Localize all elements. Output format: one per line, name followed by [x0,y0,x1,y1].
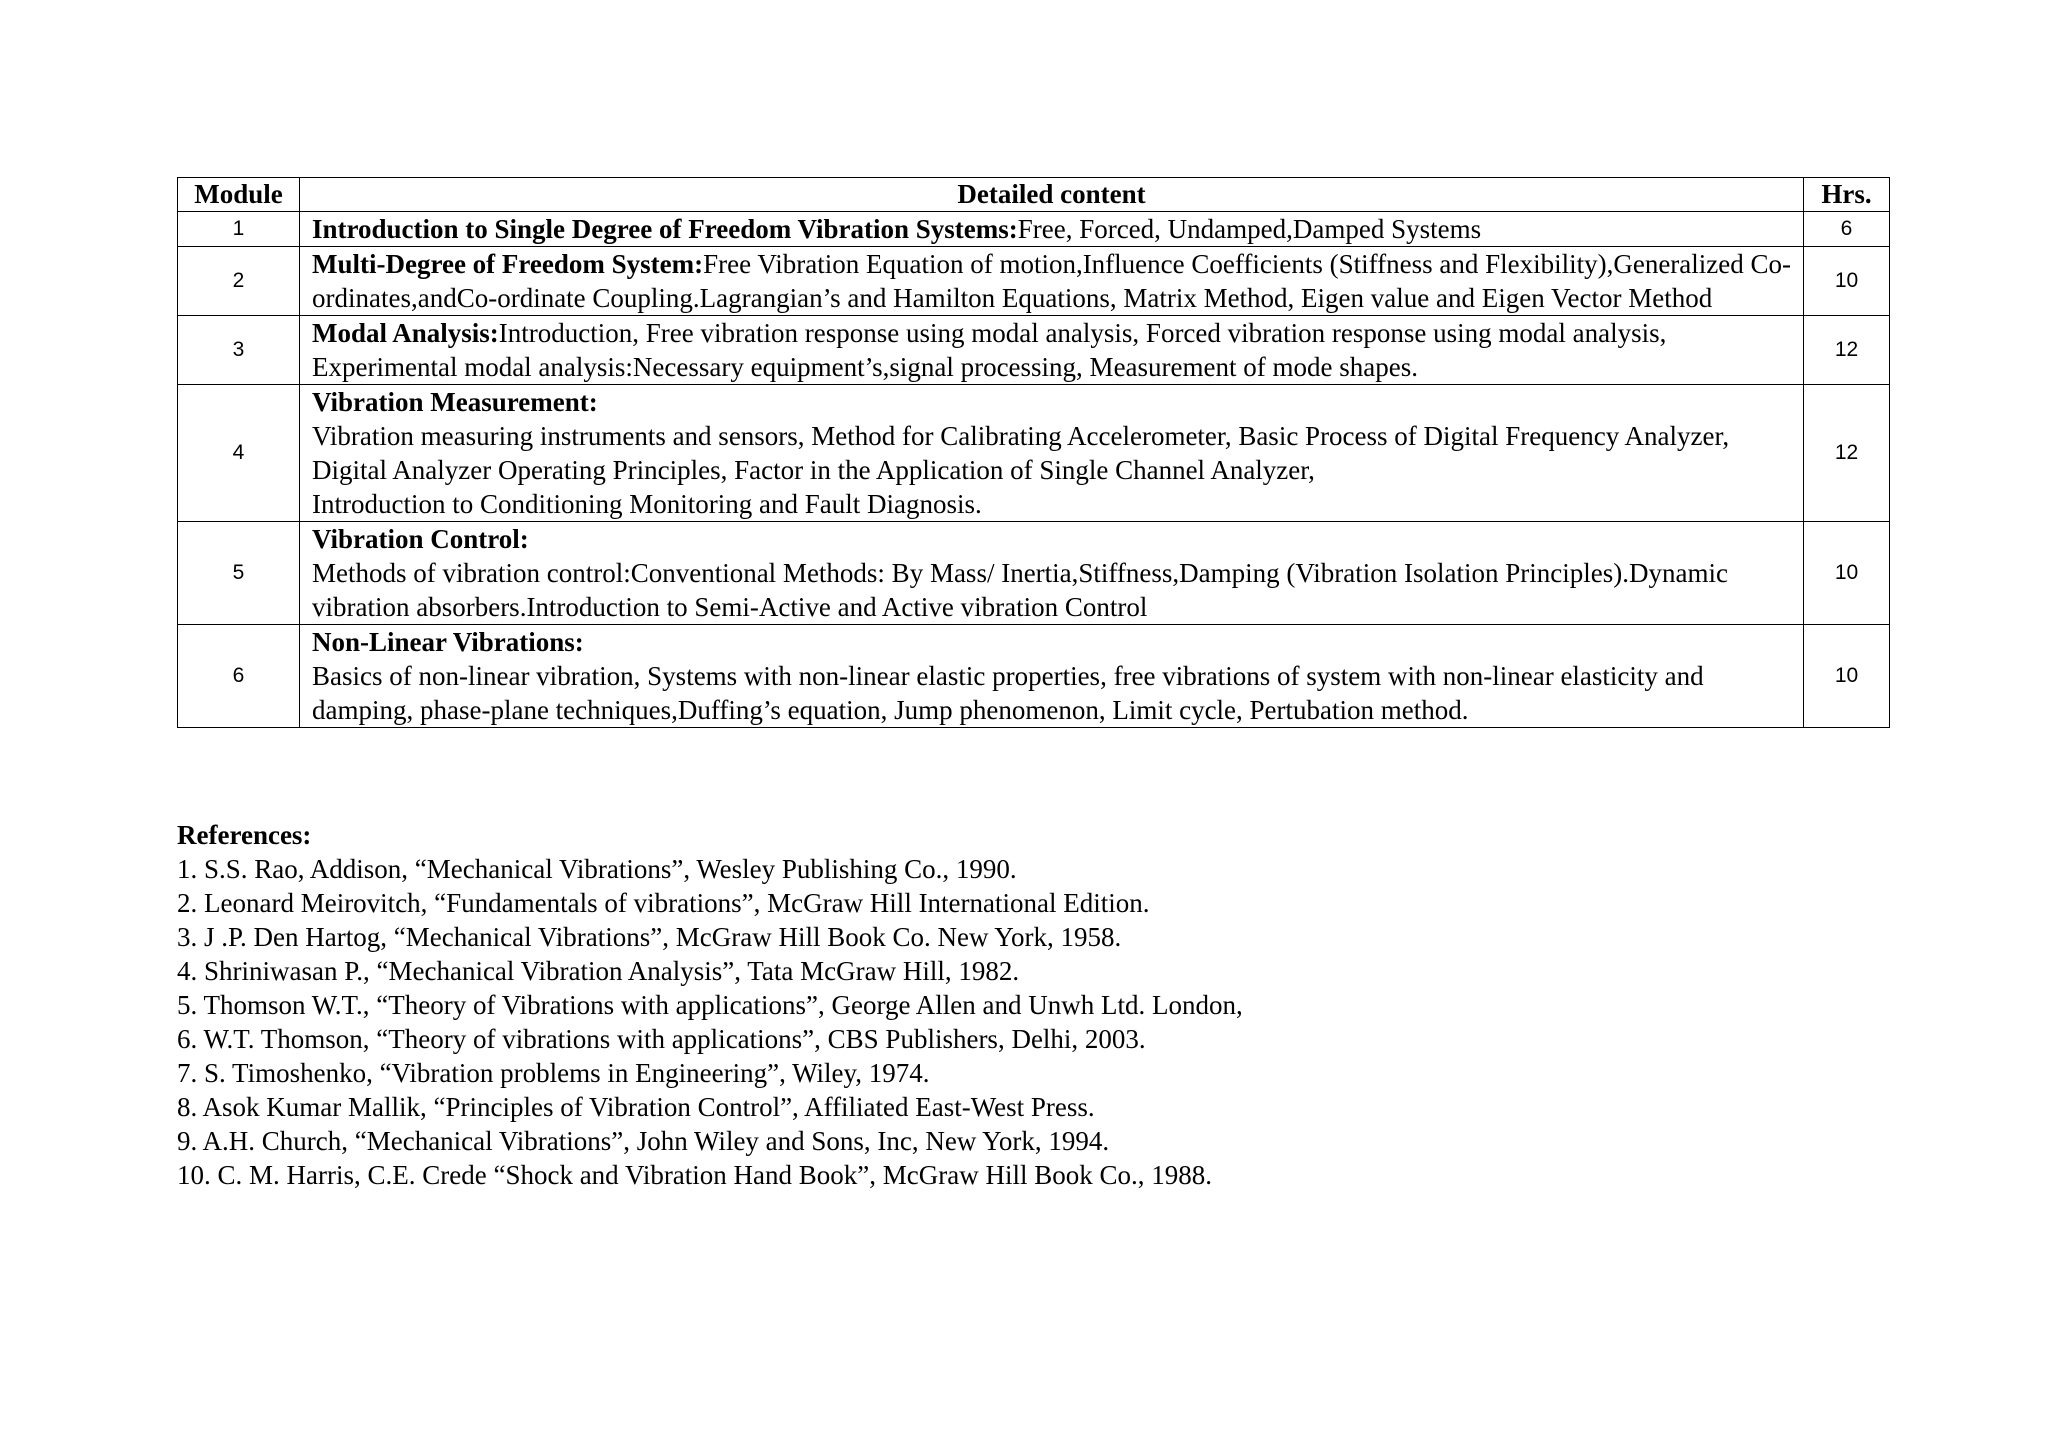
references-section [177,818,1877,1192]
reference-item: 3. J .P. Den Hartog, “Mechanical Vibrations”, McGraw Hill Book Co. New York, 1958. [177,922,1122,952]
module-hours: 12 [1804,385,1890,522]
module-content [300,385,1804,522]
module-description: Introduction, Free vibration response using modal analysis, Forced vibration response using modal analysis, Experimental modal analysis:Necessary equipment’s,signal processing, Measurement of mode shapes. [312,318,1667,382]
table-row [178,212,1890,247]
reference-item: 10. C. M. Harris, C.E. Crede “Shock and Vibration Hand Book”, McGraw Hill Book Co., 1988. [177,1160,1213,1190]
module-title: Non-Linear Vibrations: [312,627,584,657]
module-number: 3 [178,316,300,385]
module-content [300,212,1804,247]
module-title: Multi-Degree of Freedom System: [312,249,704,279]
module-number: 6 [178,625,300,728]
module-description-line: Vibration measuring instruments and sensors, Method for Calibrating Accelerometer, Basic Process of Digital Frequency Analyzer, Digital Analyzer Operating Principles, Factor in the Application of Single Channel Analyzer, [312,421,1730,485]
reference-item: 5. Thomson W.T., “Theory of Vibrations with applications”, George Allen and Unwh Ltd. London, [177,990,1243,1020]
module-number: 4 [178,385,300,522]
references-heading: References: [177,820,312,850]
module-title: Vibration Control: [312,524,529,554]
module-number: 5 [178,522,300,625]
module-content [300,522,1804,625]
reference-item: 6. W.T. Thomson, “Theory of vibrations with applications”, CBS Publishers, Delhi, 2003. [177,1024,1146,1054]
module-hours: 10 [1804,625,1890,728]
module-number: 2 [178,247,300,316]
module-hours: 6 [1804,212,1890,247]
table-row [178,247,1890,316]
table-row [178,316,1890,385]
module-description: Free, Forced, Undamped,Damped Systems [1017,214,1482,244]
module-hours: 12 [1804,316,1890,385]
reference-item: 9. A.H. Church, “Mechanical Vibrations”, John Wiley and Sons, Inc, New York, 1994. [177,1126,1110,1156]
module-hours: 10 [1804,522,1890,625]
module-column-header: Module [178,178,300,212]
module-content [300,625,1804,728]
reference-item: 2. Leonard Meirovitch, “Fundamentals of vibrations”, McGraw Hill International Edition. [177,888,1150,918]
references-list [177,852,1877,1192]
reference-item: 7. S. Timoshenko, “Vibration problems in Engineering”, Wiley, 1974. [177,1058,930,1088]
table-row [178,522,1890,625]
module-description: Free Vibration Equation of motion,Influence Coefficients (Stiffness and Flexibility),Generalized Co-ordinates,andCo-ordinate Coupling.Lagrangian’s and Hamilton Equations, Matrix Method, Eigen value and Eigen Vector Method [312,249,1791,313]
reference-item: 4. Shriniwasan P., “Mechanical Vibration Analysis”, Tata McGraw Hill, 1982. [177,956,1020,986]
module-description-line: Methods of vibration control:Conventional Methods: By Mass/ Inertia,Stiffness,Damping (Vibration Isolation Principles).Dynamic vibration absorbers.Introduction to Semi-Active and Active vibration Control [312,558,1728,622]
module-title: Introduction to Single Degree of Freedom Vibration Systems: [312,214,1018,244]
module-description-line: Introduction to Conditioning Monitoring and Fault Diagnosis. [312,489,982,519]
syllabus-table [177,177,1890,728]
table-header-row [178,178,1890,212]
module-content [300,247,1804,316]
module-number: 1 [178,212,300,247]
module-title: Vibration Measurement: [312,387,598,417]
reference-item: 1. S.S. Rao, Addison, “Mechanical Vibrations”, Wesley Publishing Co., 1990. [177,854,1017,884]
module-content [300,316,1804,385]
table-row [178,625,1890,728]
content-column-header: Detailed content [300,178,1804,212]
table-row [178,385,1890,522]
module-description-line: Basics of non-linear vibration, Systems with non-linear elastic properties, free vibrations of system with non-linear elasticity and damping, phase-plane techniques,Duffing’s equation, Jump phenomenon, Limit cycle, Pertubation method. [312,661,1704,725]
module-hours: 10 [1804,247,1890,316]
reference-item: 8. Asok Kumar Mallik, “Principles of Vibration Control”, Affiliated East-West Press. [177,1092,1095,1122]
module-title: Modal Analysis: [312,318,499,348]
hours-column-header: Hrs. [1804,178,1890,212]
